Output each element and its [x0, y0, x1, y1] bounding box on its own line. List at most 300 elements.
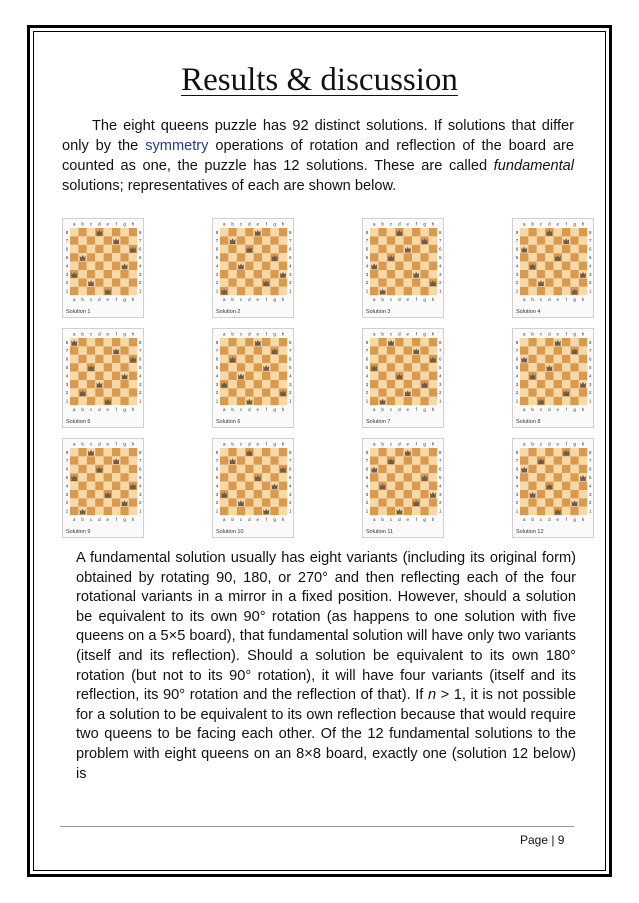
file-label: e	[256, 331, 260, 337]
board-square	[387, 346, 395, 354]
board-square	[562, 287, 570, 295]
board-square	[404, 346, 412, 354]
rank-label: 2	[515, 280, 519, 286]
rank-label: 7	[288, 348, 292, 354]
board-square	[220, 456, 228, 464]
board-square	[228, 262, 236, 270]
board-square	[420, 456, 428, 464]
board-square	[112, 355, 120, 363]
rank-label: 1	[138, 398, 142, 404]
solution-board-8	[512, 328, 594, 428]
board-square	[429, 456, 437, 464]
board-square	[120, 253, 128, 261]
board-square	[579, 388, 587, 396]
board-square	[104, 278, 112, 286]
rank-label: 8	[65, 229, 69, 235]
rank-label: 4	[365, 373, 369, 379]
board-square	[412, 236, 420, 244]
board-square	[228, 338, 236, 346]
file-label: g	[423, 517, 426, 523]
board-square	[245, 456, 253, 464]
file-label: a	[522, 221, 526, 227]
board-square	[78, 228, 86, 236]
file-label: f	[265, 331, 267, 337]
board-square	[270, 236, 278, 244]
board-square	[570, 473, 578, 481]
board-square	[78, 363, 86, 371]
board-square	[228, 490, 236, 498]
rank-label: 6	[515, 246, 519, 252]
board-square	[78, 287, 86, 295]
board-square	[545, 338, 553, 346]
file-label: b	[531, 441, 534, 447]
board-square	[429, 253, 437, 261]
board-square	[120, 482, 128, 490]
board-square	[237, 338, 245, 346]
board-square	[545, 456, 553, 464]
board-square	[78, 372, 86, 380]
file-label: h	[131, 407, 135, 413]
file-label: f	[565, 221, 567, 227]
board-square	[270, 465, 278, 473]
file-label: h	[131, 441, 135, 447]
board-square	[520, 372, 528, 380]
file-label: h	[281, 331, 285, 337]
symmetry-link[interactable]: symmetry	[145, 138, 209, 154]
rank-label: 7	[438, 238, 442, 244]
board-square	[245, 507, 253, 515]
rank-label: 3	[65, 491, 69, 497]
rank-label: 1	[215, 508, 219, 514]
board-square	[87, 498, 95, 506]
board-square	[528, 380, 536, 388]
board-square	[220, 253, 228, 261]
board-square	[554, 372, 562, 380]
board-square	[579, 448, 587, 456]
board-square	[420, 397, 428, 405]
rank-label: 8	[288, 229, 292, 235]
board-square	[270, 507, 278, 515]
rank-label: 5	[138, 475, 142, 480]
board-square	[120, 448, 128, 456]
board-square	[412, 397, 420, 405]
board-square	[279, 253, 287, 261]
rank-label: 7	[138, 238, 142, 244]
file-label: g	[273, 441, 276, 447]
board-square	[262, 482, 270, 490]
board-square	[78, 278, 86, 286]
board-square	[528, 456, 536, 464]
board-square	[520, 507, 528, 515]
board-square	[129, 270, 137, 278]
file-label: b	[531, 221, 534, 227]
board-square	[528, 397, 536, 405]
board-square	[120, 473, 128, 481]
board-square	[245, 253, 253, 261]
board-square	[395, 498, 403, 506]
board-square	[412, 228, 420, 236]
file-label: h	[131, 331, 135, 337]
board-square	[570, 456, 578, 464]
board-square	[270, 278, 278, 286]
board-square	[237, 228, 245, 236]
board-square	[70, 372, 78, 380]
board-square	[104, 465, 112, 473]
rank-label: 7	[65, 348, 69, 354]
board-square	[370, 355, 378, 363]
file-label: f	[115, 407, 117, 413]
board-square	[70, 448, 78, 456]
board-square	[579, 236, 587, 244]
file-label: a	[372, 331, 376, 337]
rank-label: 4	[288, 373, 292, 379]
rank-label: 7	[438, 348, 442, 354]
file-label: e	[106, 331, 110, 337]
board-square	[429, 380, 437, 388]
rank-label: 3	[588, 381, 592, 387]
board-square	[254, 236, 262, 244]
board-square	[520, 363, 528, 371]
board-square	[129, 372, 137, 380]
board-square	[237, 465, 245, 473]
board-square	[220, 388, 228, 396]
board-square	[554, 355, 562, 363]
board-square	[520, 228, 528, 236]
board-square	[554, 245, 562, 253]
board-square	[395, 388, 403, 396]
board-square	[570, 388, 578, 396]
file-label: c	[239, 297, 243, 303]
board-square	[545, 346, 553, 354]
board-square	[562, 278, 570, 286]
board-square	[279, 287, 287, 295]
board-square	[228, 482, 236, 490]
board-square	[245, 380, 253, 388]
file-label: c	[239, 221, 243, 227]
rank-label: 5	[288, 255, 292, 260]
board-square	[95, 448, 103, 456]
board-square	[270, 287, 278, 295]
board-square	[228, 507, 236, 515]
board-square	[404, 482, 412, 490]
rank-label: 1	[138, 288, 142, 294]
file-label: d	[398, 297, 401, 303]
board-square	[387, 380, 395, 388]
rank-label: 8	[215, 229, 219, 235]
board-square	[220, 278, 228, 286]
rank-label: 2	[438, 280, 442, 286]
rank-label: 2	[215, 390, 219, 396]
board-square	[220, 482, 228, 490]
board-square	[370, 388, 378, 396]
board-square	[570, 363, 578, 371]
rank-label: 1	[588, 398, 592, 404]
file-label: d	[398, 221, 401, 227]
board-square	[395, 278, 403, 286]
board-square	[120, 270, 128, 278]
file-label: g	[573, 441, 576, 447]
rank-label: 5	[215, 365, 219, 370]
board-square	[279, 355, 287, 363]
board-square	[579, 490, 587, 498]
file-label: d	[398, 331, 401, 337]
file-label: e	[256, 221, 260, 227]
file-label: f	[415, 331, 417, 337]
file-label: g	[123, 297, 126, 303]
rank-label: 7	[438, 458, 442, 464]
board-square	[220, 228, 228, 236]
rank-label: 8	[215, 449, 219, 455]
file-label: c	[539, 221, 543, 227]
solution-board-6	[212, 328, 294, 428]
board-square	[570, 355, 578, 363]
board-square	[279, 482, 287, 490]
rank-label: 2	[588, 390, 592, 396]
board-square	[262, 287, 270, 295]
rank-label: 6	[588, 466, 592, 472]
file-label: f	[415, 517, 417, 523]
rank-label: 8	[588, 229, 592, 235]
board-square	[112, 473, 120, 481]
file-label: e	[106, 407, 110, 413]
file-label: c	[539, 517, 543, 523]
board-square	[537, 262, 545, 270]
board-square	[370, 498, 378, 506]
rank-label: 5	[65, 365, 69, 370]
board-square	[528, 338, 536, 346]
rank-label: 8	[65, 339, 69, 345]
board-square	[228, 448, 236, 456]
board-square	[220, 507, 228, 515]
board-square	[254, 482, 262, 490]
board-square	[220, 363, 228, 371]
board-square	[78, 498, 86, 506]
board-square	[95, 456, 103, 464]
board-square	[579, 346, 587, 354]
board-square	[404, 380, 412, 388]
board-square	[378, 473, 386, 481]
board-square	[429, 236, 437, 244]
board-square	[537, 473, 545, 481]
board-square	[254, 380, 262, 388]
rank-label: 3	[365, 491, 369, 497]
rank-label: 2	[588, 500, 592, 506]
file-label: h	[431, 407, 435, 413]
board-square	[279, 372, 287, 380]
board-square	[420, 490, 428, 498]
board-square	[237, 253, 245, 261]
board-square	[412, 465, 420, 473]
board-square	[562, 482, 570, 490]
board-square	[528, 270, 536, 278]
file-label: b	[81, 297, 84, 303]
file-label: g	[123, 331, 126, 337]
file-label: d	[248, 517, 251, 523]
board-square	[70, 236, 78, 244]
board-square	[129, 448, 137, 456]
board-square	[87, 270, 95, 278]
board-square	[554, 270, 562, 278]
board-square	[395, 448, 403, 456]
board-square	[270, 262, 278, 270]
board-square	[570, 338, 578, 346]
board-square	[245, 270, 253, 278]
rank-label: 2	[288, 390, 292, 396]
board-square	[104, 498, 112, 506]
rank-label: 6	[65, 246, 69, 252]
board-square	[254, 262, 262, 270]
file-label: e	[106, 441, 110, 447]
board-square	[412, 338, 420, 346]
file-label: g	[573, 517, 576, 523]
rank-label: 7	[288, 458, 292, 464]
board-square	[70, 278, 78, 286]
rank-label: 6	[438, 246, 442, 252]
board-square	[429, 228, 437, 236]
board-square	[254, 490, 262, 498]
file-label: h	[581, 331, 585, 337]
board-square	[228, 287, 236, 295]
board-square	[537, 482, 545, 490]
board-square	[112, 262, 120, 270]
board-square	[378, 507, 386, 515]
file-label: e	[556, 331, 560, 337]
board-square	[537, 498, 545, 506]
rank-label: 3	[438, 491, 442, 497]
board-square	[387, 507, 395, 515]
file-label: c	[389, 441, 393, 447]
board-square	[254, 388, 262, 396]
board-square	[237, 456, 245, 464]
file-label: d	[548, 441, 551, 447]
rank-label: 3	[288, 381, 292, 387]
board-square	[70, 262, 78, 270]
board-square	[70, 465, 78, 473]
board-square	[262, 228, 270, 236]
board-square	[429, 397, 437, 405]
board-square	[245, 346, 253, 354]
board-square	[570, 270, 578, 278]
board-square	[262, 270, 270, 278]
file-label: h	[431, 331, 435, 337]
board-square	[378, 346, 386, 354]
board-square	[279, 262, 287, 270]
file-label: a	[72, 517, 76, 523]
file-label: d	[248, 221, 251, 227]
board-square	[237, 245, 245, 253]
rank-label: 1	[438, 508, 442, 514]
rank-label: 3	[288, 491, 292, 497]
board-square	[387, 355, 395, 363]
board-square	[70, 245, 78, 253]
board-square	[120, 228, 128, 236]
board-square	[237, 473, 245, 481]
board-square	[262, 473, 270, 481]
file-label: h	[131, 297, 135, 303]
file-label: f	[565, 331, 567, 337]
board-square	[78, 262, 86, 270]
board-square	[104, 448, 112, 456]
file-label: b	[381, 407, 384, 413]
board-square	[87, 228, 95, 236]
rank-label: 6	[288, 246, 292, 252]
board-square	[129, 262, 137, 270]
board-square	[387, 388, 395, 396]
file-label: b	[231, 221, 234, 227]
rank-label: 7	[365, 458, 369, 464]
board-square	[87, 346, 95, 354]
file-label: a	[522, 517, 526, 523]
board-square	[129, 287, 137, 295]
board-square	[112, 228, 120, 236]
file-label: a	[72, 331, 76, 337]
solution-label: Solution 9	[66, 529, 91, 535]
board-square	[220, 338, 228, 346]
file-label: c	[389, 407, 393, 413]
board-square	[228, 346, 236, 354]
rank-label: 4	[438, 483, 442, 489]
board-square	[78, 448, 86, 456]
file-label: d	[548, 221, 551, 227]
board-square	[279, 498, 287, 506]
rank-label: 3	[215, 491, 219, 497]
board-square	[387, 498, 395, 506]
rank-label: 6	[288, 356, 292, 362]
board-square	[429, 507, 437, 515]
rank-label: 3	[138, 381, 142, 387]
board-square	[95, 473, 103, 481]
board-square	[570, 507, 578, 515]
rank-label: 5	[365, 365, 369, 370]
board-square	[420, 363, 428, 371]
board-square	[420, 498, 428, 506]
board-square	[104, 355, 112, 363]
rank-label: 5	[288, 475, 292, 480]
board-square	[520, 278, 528, 286]
file-label: g	[273, 407, 276, 413]
board-square	[554, 287, 562, 295]
board-square	[554, 465, 562, 473]
board-square	[370, 456, 378, 464]
board-square	[537, 270, 545, 278]
board-square	[78, 270, 86, 278]
board-square	[429, 498, 437, 506]
chessboard	[363, 439, 445, 529]
board-square	[537, 388, 545, 396]
board-square	[378, 245, 386, 253]
board-square	[562, 228, 570, 236]
board-square	[279, 363, 287, 371]
board-square	[220, 236, 228, 244]
board-square	[104, 228, 112, 236]
board-square	[545, 465, 553, 473]
board-square	[237, 363, 245, 371]
board-square	[370, 338, 378, 346]
rank-label: 6	[365, 356, 369, 362]
rank-label: 2	[365, 390, 369, 396]
board-square	[370, 473, 378, 481]
board-square	[545, 380, 553, 388]
board-square	[129, 507, 137, 515]
board-square	[562, 380, 570, 388]
board-square	[520, 456, 528, 464]
board-square	[520, 253, 528, 261]
board-square	[254, 278, 262, 286]
board-square	[537, 490, 545, 498]
board-square	[404, 338, 412, 346]
board-square	[220, 448, 228, 456]
board-square	[387, 490, 395, 498]
